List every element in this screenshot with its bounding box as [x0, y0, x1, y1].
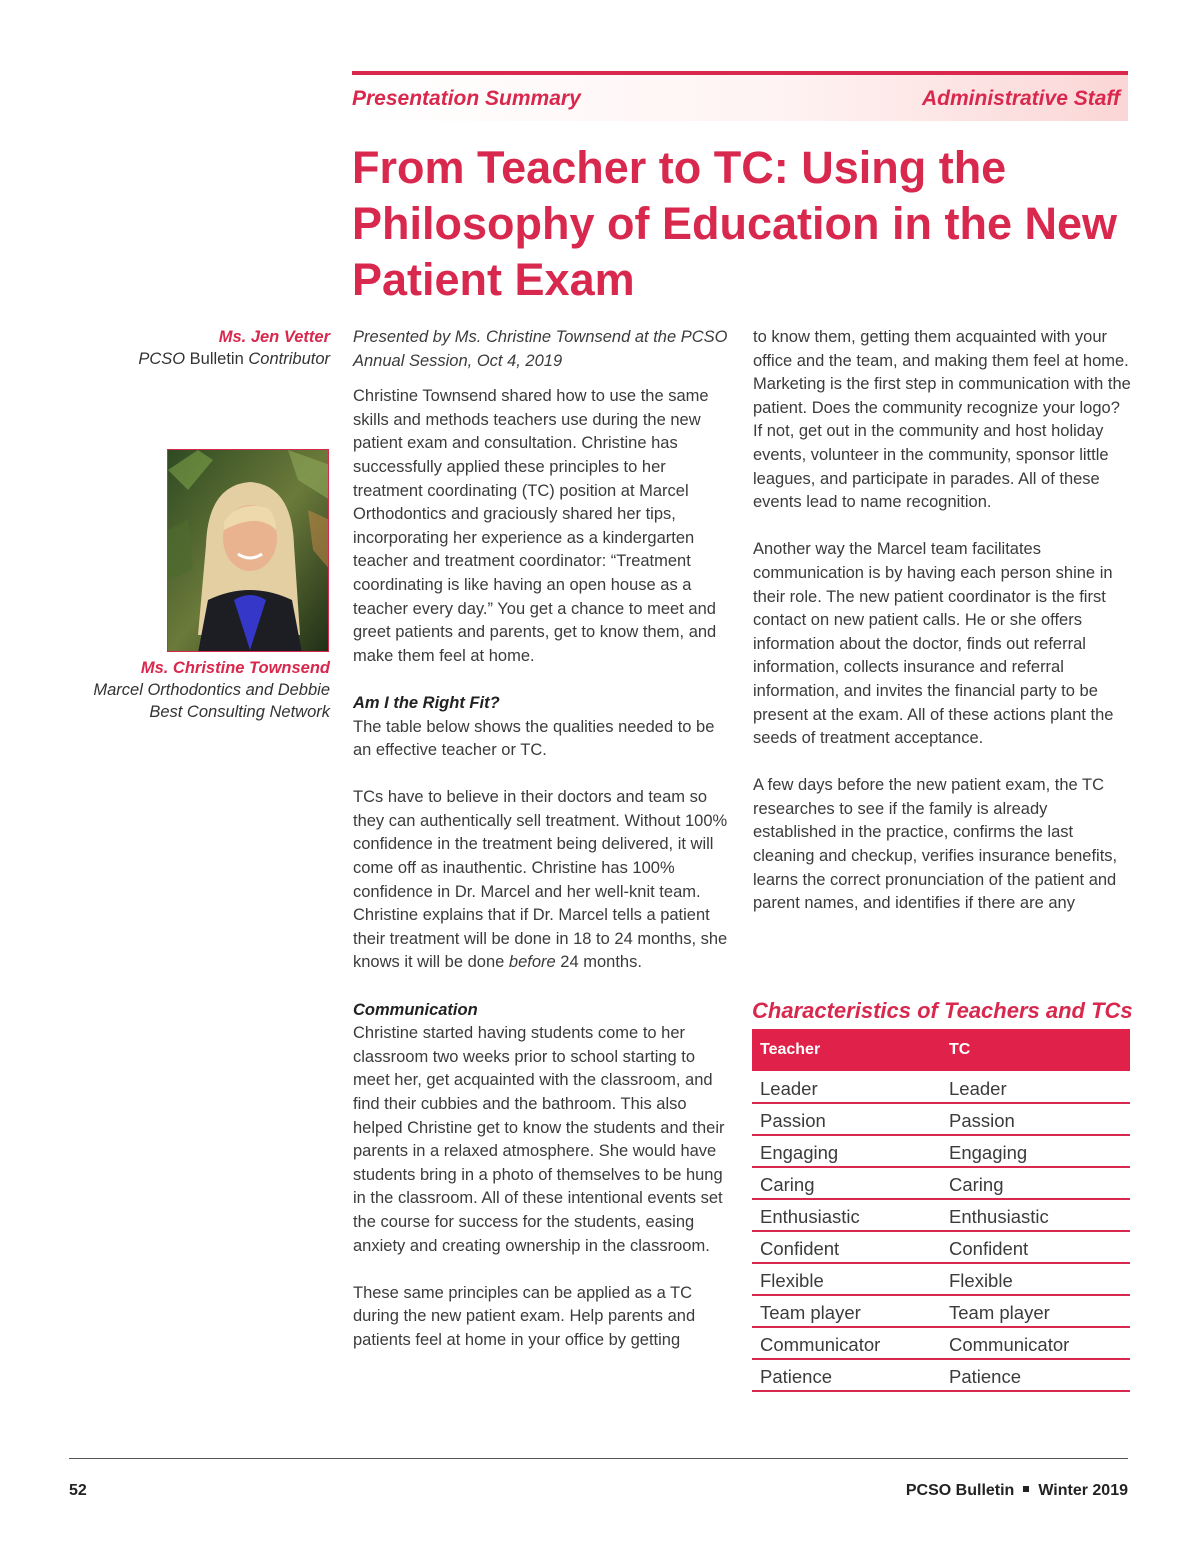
- table-cell: Team player: [941, 1295, 1130, 1327]
- table-cell: Leader: [941, 1071, 1130, 1103]
- publication-footer: [906, 1482, 1128, 1500]
- table-cell: Passion: [941, 1103, 1130, 1135]
- paragraph: Christine Townsend shared how to use the same skills and methods teachers use during the new patient exam and consultation. Christine has successfully applied these principles to her treatment coordinating (TC) position at Marcel Orthodontics and graciously shared her tips, incorporating her experience as a kindergarten teacher and treatment coordinator: “Treatment coordinating is like having an open house as a teacher every day.” You get a chance to meet and greet patients and parents, get to know them, and make them feel at home.: [353, 387, 717, 665]
- paragraph: A few days before the new patient exam, the TC researches to see if the family is already established in the practice, confirms the last cleaning and checkup, verifies insurance benefits, learns the correct pronunciation of the patient and parent names, and identifies if there are any: [753, 776, 1118, 913]
- subheading-communication: Communication: [353, 1000, 478, 1019]
- table-cell: Enthusiastic: [941, 1199, 1130, 1231]
- paragraph: TCs have to believe in their doctors and team so they can authentically sell treatment. Without 100% confidence in the treatment being delivered, it will come off as inauthentic. Christine has 100% confidence in Dr. Marcel and her well-knit team. Christine explains that if Dr. Marcel tells a patient their treatment will be done in 18 to 24 months, she knows it will be done before 24 months.: [353, 788, 728, 972]
- table-cell: Confident: [752, 1231, 941, 1263]
- contributor-christine-townsend: [60, 657, 330, 723]
- paragraph: The table below shows the qualities needed to be an effective teacher or TC.: [353, 717, 715, 760]
- table-cell: Passion: [752, 1103, 941, 1135]
- paragraph: These same principles can be applied as a TC during the new patient exam. Help parents and patients feel at home in your office by getting: [353, 1283, 696, 1349]
- table-cell: Engaging: [752, 1135, 941, 1167]
- table-row: [752, 1167, 1130, 1199]
- table-cell: Patience: [752, 1359, 941, 1391]
- table-cell: Caring: [941, 1167, 1130, 1199]
- table-cell: Leader: [752, 1071, 941, 1103]
- table-cell: Patience: [941, 1359, 1130, 1391]
- table-cell: Engaging: [941, 1135, 1130, 1167]
- subheading-right-fit: Am I the Right Fit?: [353, 693, 500, 712]
- category-label: Administrative Staff: [922, 87, 1120, 110]
- table-cell: Enthusiastic: [752, 1199, 941, 1231]
- article-title: From Teacher to TC: Using the Philosophy of Education in the New Patient Exam: [352, 142, 1118, 305]
- table-row: [752, 1135, 1130, 1167]
- characteristics-table: [752, 1029, 1130, 1392]
- page-number: 52: [69, 1482, 87, 1499]
- portrait-image: [168, 450, 329, 652]
- author-photo: [167, 449, 329, 652]
- footer-divider: [69, 1458, 1128, 1459]
- contributor-role-line: Best Consulting Network: [149, 703, 330, 721]
- publication-name: PCSO Bulletin: [905, 1482, 1015, 1499]
- paragraph: Christine started having students come to her classroom two weeks prior to school starting to meet her, get acquainted with the classroom, and find their cubbies and the bathroom. This also helped Christine get to know the students and their parents in a relaxed atmosphere. She would have students bring in a photo of themselves to be hung in the classroom. All of these intentional events set the course for success for the students, easing anxiety and creating ownership in the classroom.: [353, 1024, 725, 1255]
- table-cell: Flexible: [752, 1263, 941, 1295]
- byline: Presented by Ms. Christine Townsend at the PCSO Annual Session, Oct 4, 2019: [353, 328, 728, 370]
- table-title: Characteristics of Teachers and TCs: [752, 998, 1133, 1023]
- table-header-row: [752, 1029, 1130, 1071]
- article-column-1: [353, 326, 731, 1353]
- table-cell: Flexible: [941, 1263, 1130, 1295]
- contributor-role-line: Marcel Orthodontics and Debbie: [93, 681, 330, 699]
- table-row: [752, 1199, 1130, 1231]
- table-cell: Communicator: [752, 1327, 941, 1359]
- table-row: [752, 1103, 1130, 1135]
- column-header-tc: TC: [941, 1029, 1130, 1071]
- contributor-role: PCSO Bulletin Contributor: [138, 350, 330, 368]
- table-cell: Team player: [752, 1295, 941, 1327]
- table-row: [752, 1263, 1130, 1295]
- table-row: [752, 1327, 1130, 1359]
- table-row: [752, 1231, 1130, 1263]
- section-label: Presentation Summary: [352, 87, 581, 110]
- table-cell: Confident: [941, 1231, 1130, 1263]
- paragraph: Another way the Marcel team facilitates communication is by having each person shine in their role. The new patient coordinator is the first contact on new patient calls. He or she offers information about the doctor, finds out referral information, collects insurance and referral information, and invites the financial party to be present at the exam. All of these actions plant the seeds of treatment acceptance.: [753, 540, 1114, 748]
- separator-square-icon: [1023, 1486, 1029, 1492]
- table-row: [752, 1359, 1130, 1391]
- table-cell: Caring: [752, 1167, 941, 1199]
- column-header-teacher: Teacher: [752, 1029, 941, 1071]
- table-row: [752, 1295, 1130, 1327]
- contributor-jen-vetter: [60, 326, 330, 370]
- table-row: [752, 1071, 1130, 1103]
- contributor-name: Ms. Jen Vetter: [218, 328, 330, 346]
- issue-label: Winter 2019: [1038, 1482, 1128, 1499]
- table-cell: Communicator: [941, 1327, 1130, 1359]
- section-header-bar: [352, 71, 1128, 121]
- paragraph: to know them, getting them acquainted with your office and the team, and making them feel at home. Marketing is the first step in communication with the patient. Does the community recognize your logo? If not, get out in the community and host holiday events, volunteer in the community, sponsor little leagues, and participate in parades. All of these events lead to name recognition.: [753, 328, 1131, 512]
- article-column-2: [753, 326, 1131, 916]
- contributor-name: Ms. Christine Townsend: [140, 659, 330, 677]
